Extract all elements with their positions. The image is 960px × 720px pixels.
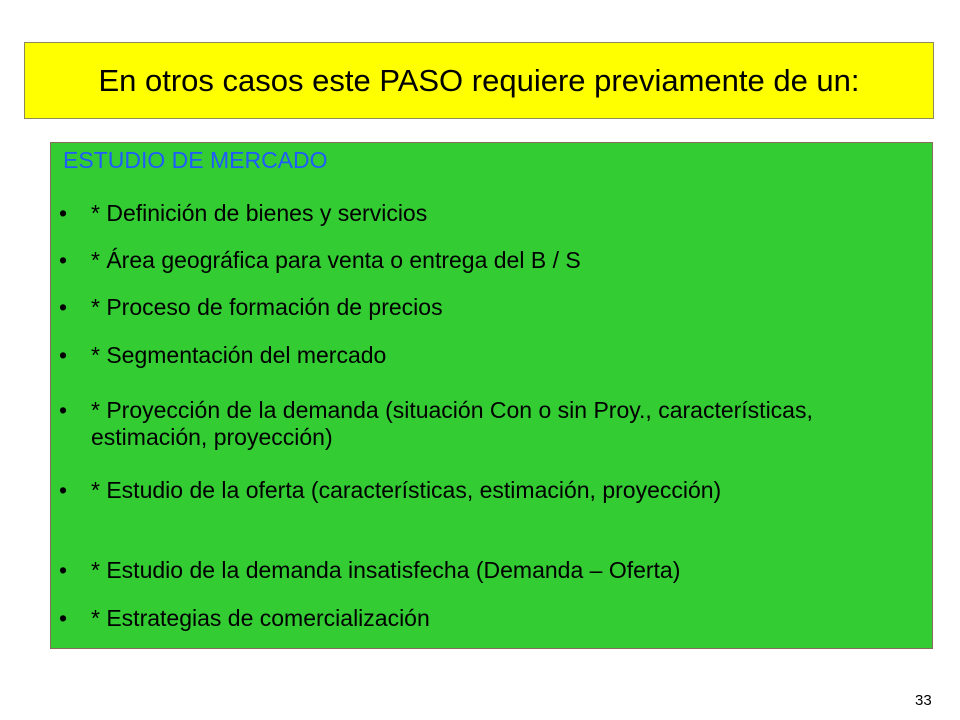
section-heading: ESTUDIO DE MERCADO xyxy=(63,147,328,173)
page-number: 33 xyxy=(915,692,932,709)
bullet-text: * Área geográfica para venta o entrega del B / S xyxy=(91,247,581,273)
bullet-dot-icon: • xyxy=(59,397,68,423)
bullet-dot-icon: • xyxy=(59,247,68,273)
bullet-text: * Estrategias de comercialización xyxy=(91,605,430,631)
bullet-dot-icon: • xyxy=(59,294,68,320)
slide-title: En otros casos este PASO requiere previamente de un: xyxy=(98,62,860,98)
bullet-dot-icon: • xyxy=(59,477,68,503)
title-box xyxy=(24,42,934,119)
bullet-text: * Estudio de la demanda insatisfecha (Demanda – Oferta) xyxy=(91,557,681,583)
bullet-text: * Definición de bienes y servicios xyxy=(91,200,428,226)
content-box xyxy=(50,142,933,649)
bullet-dot-icon: • xyxy=(59,200,68,226)
bullet-text: * Segmentación del mercado xyxy=(91,342,387,368)
bullet-text: * Proceso de formación de precios xyxy=(91,294,443,320)
bullet-text: * Estudio de la oferta (características, estimación, proyección) xyxy=(91,477,722,503)
bullet-dot-icon: • xyxy=(59,605,68,631)
bullet-text: * Proyección de la demanda (situación Con o sin Proy., características, estimación, proyección) xyxy=(91,397,813,450)
bullet-dot-icon: • xyxy=(59,557,68,583)
bullet-dot-icon: • xyxy=(59,342,68,368)
